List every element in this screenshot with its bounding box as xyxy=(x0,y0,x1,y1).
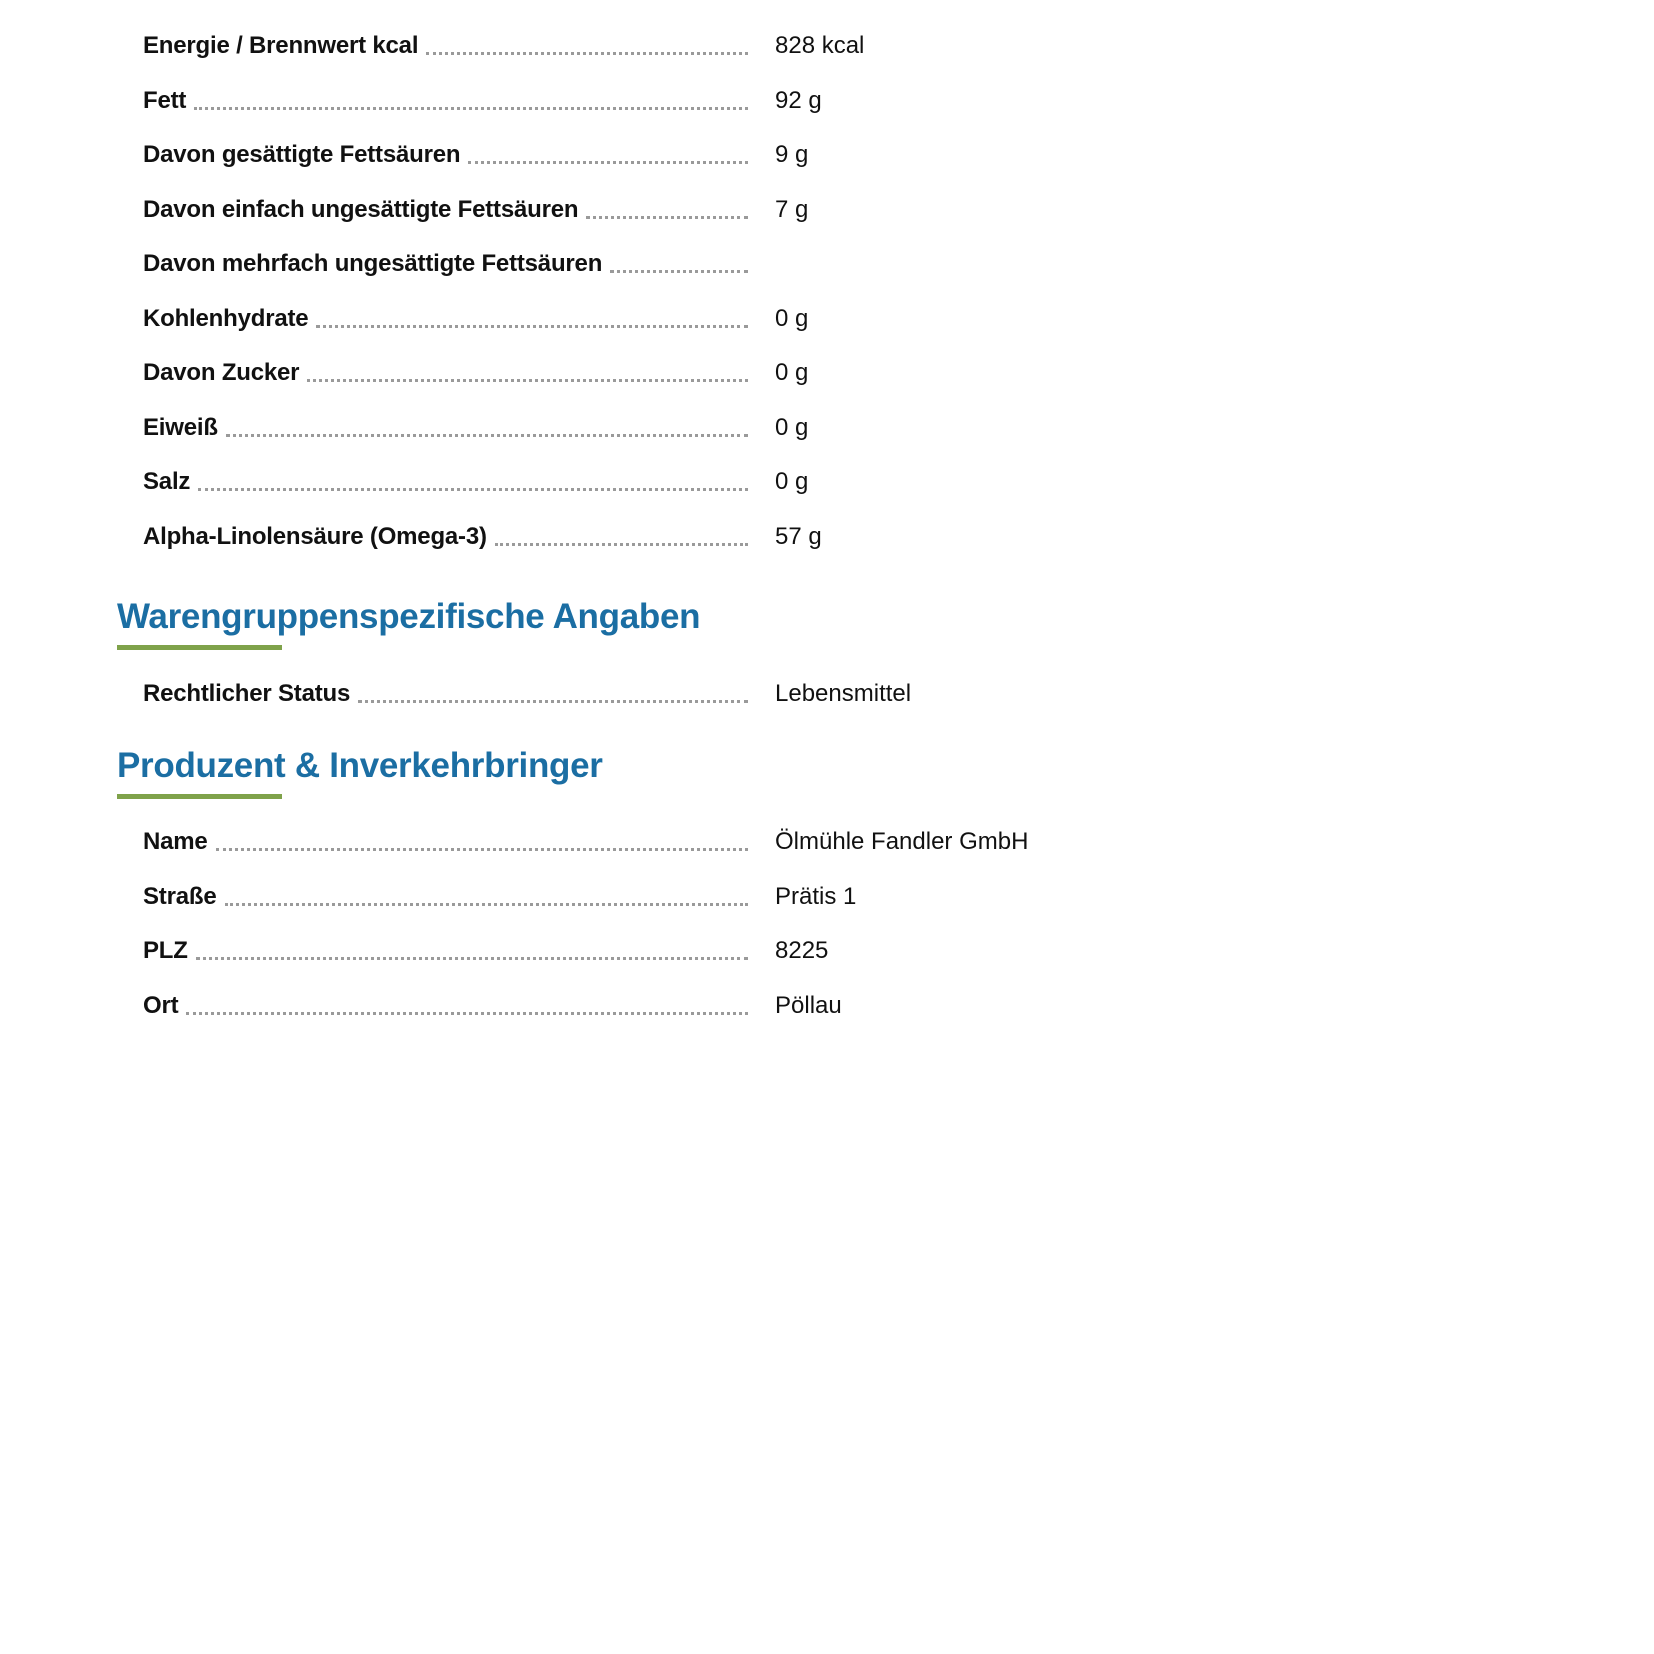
list-item xyxy=(143,980,1043,1035)
list-item xyxy=(143,184,1043,239)
row-label: Straße xyxy=(143,882,217,910)
list-item xyxy=(143,668,1043,723)
nutrition-list xyxy=(143,20,1043,565)
list-item xyxy=(143,129,1043,184)
section-title-warengruppe: Warengruppenspezifische Angaben xyxy=(117,597,701,636)
section-underline xyxy=(117,645,282,650)
dot-leader xyxy=(610,270,748,273)
list-item xyxy=(143,925,1043,980)
row-value: Ölmühle Fandler GmbH xyxy=(775,828,1029,855)
row-label: PLZ xyxy=(143,937,188,964)
section-underline xyxy=(117,794,282,799)
row-value: 0 g xyxy=(775,413,809,441)
row-label: Eiweiß xyxy=(143,413,218,441)
dot-leader xyxy=(468,161,748,164)
row-value: 0 g xyxy=(775,468,809,495)
warengruppe-list xyxy=(143,668,1043,723)
row-value: Lebensmittel xyxy=(775,680,912,707)
list-item xyxy=(143,293,1043,348)
row-label: Davon gesättigte Fettsäuren xyxy=(143,141,461,168)
dot-leader xyxy=(426,52,748,55)
dot-leader xyxy=(495,543,748,546)
row-value: 828 kcal xyxy=(775,32,865,59)
list-item xyxy=(143,816,1043,871)
row-label: Alpha-Linolensäure (Omega-3) xyxy=(143,522,487,550)
dot-leader xyxy=(586,216,748,219)
row-label: Name xyxy=(143,828,208,855)
list-item xyxy=(143,20,1043,75)
row-value: 57 g xyxy=(775,522,822,550)
row-value: 0 g xyxy=(775,359,809,386)
dot-leader xyxy=(216,848,748,851)
row-value: 9 g xyxy=(775,141,809,168)
row-label: Ort xyxy=(143,991,179,1019)
dot-leader xyxy=(226,434,748,437)
list-item xyxy=(143,75,1043,130)
dot-leader xyxy=(358,700,748,703)
row-value: Pöllau xyxy=(775,991,842,1019)
list-item xyxy=(143,347,1043,402)
row-label: Davon mehrfach ungesättigte Fettsäuren xyxy=(143,250,603,277)
dot-leader xyxy=(198,488,748,491)
produzent-list xyxy=(143,816,1043,1034)
dot-leader xyxy=(186,1012,748,1015)
list-item xyxy=(143,871,1043,926)
list-item xyxy=(143,402,1043,457)
dot-leader xyxy=(196,957,748,960)
dot-leader xyxy=(225,903,749,906)
row-value: 8225 xyxy=(775,937,829,964)
row-value: 0 g xyxy=(775,304,809,332)
list-item xyxy=(143,511,1043,566)
dot-leader xyxy=(307,379,748,382)
dot-leader xyxy=(194,107,748,110)
list-item xyxy=(143,238,1043,293)
row-label: Fett xyxy=(143,86,187,114)
row-value: 92 g xyxy=(775,86,822,114)
row-value: 7 g xyxy=(775,195,809,223)
row-value: Prätis 1 xyxy=(775,882,857,910)
list-item xyxy=(143,456,1043,511)
section-title-produzent: Produzent & Inverkehrbringer xyxy=(117,746,603,785)
row-label: Rechtlicher Status xyxy=(143,680,351,707)
row-label: Energie / Brennwert kcal xyxy=(143,32,419,59)
row-label: Kohlenhydrate xyxy=(143,304,309,332)
row-label: Davon einfach ungesättigte Fettsäuren xyxy=(143,195,579,223)
row-label: Salz xyxy=(143,468,191,495)
dot-leader xyxy=(316,325,748,328)
row-label: Davon Zucker xyxy=(143,359,300,386)
